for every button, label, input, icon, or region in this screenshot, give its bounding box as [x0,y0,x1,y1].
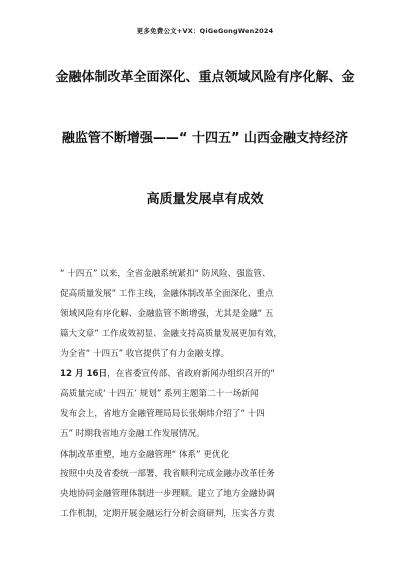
paragraph2-line: 发布会上，省地方金融管理局局长张炯炜介绍了“ 十四 [60,409,265,419]
paragraph1-line: 为全省“ 十四五” 收官提供了有力金融支撑。 [60,349,230,359]
paragraph3-line: 工作机制，定期开展金融运行分析会商研判，压实各方责 [60,509,275,519]
title-line-3: 高质量发展卓有成效 [146,192,264,207]
page-header: 更多免费公文+VX：QiGeGongWen2024 [136,27,274,35]
paragraph3-line: 央地协同金融管理体制进一步理顺。建立了地方金融协调 [60,489,275,499]
title-line-2: 融监管不断增强——“ 十四五” 山西金融支持经济 [61,131,349,146]
paragraph1-line: 领域风险有序化解、金融监管不断增强，尤其是金融“ 五 [60,309,274,319]
section-heading: 体制改革重塑，地方金融管理“ 体系” 更优化 [60,450,230,460]
date-text: 12 月 16日 [60,369,108,379]
paragraph2-line: 五” 时期我省地方金融工作发展情况。 [60,429,205,439]
paragraph2-line-1 [60,368,360,380]
title-line-1: 金融体制改革全面深化、重点领域风险有序化解、金 [55,70,355,85]
paragraph2-rest: ，在省委宣传部、省政府新闻办组织召开的“ [107,369,275,379]
paragraph1-line: 篇大文章” 工作成效初显、金融支持高质量发展更加有效， [60,329,283,339]
paragraph2-line: 高质量完成‘ 十四五’ 规划” 系列主题第二十一场新闻 [60,389,259,399]
paragraph1-line: 促高质量发展” 工作主线，金融体制改革全面深化、重点 [60,289,274,299]
paragraph3-line: 按照中央及省委统一部署，我省顺利完成金融办改革任务 [60,469,275,479]
paragraph1-line: “ 十四五” 以来，全省金融系统紧扣“ 防风险、强监管、 [60,269,271,279]
